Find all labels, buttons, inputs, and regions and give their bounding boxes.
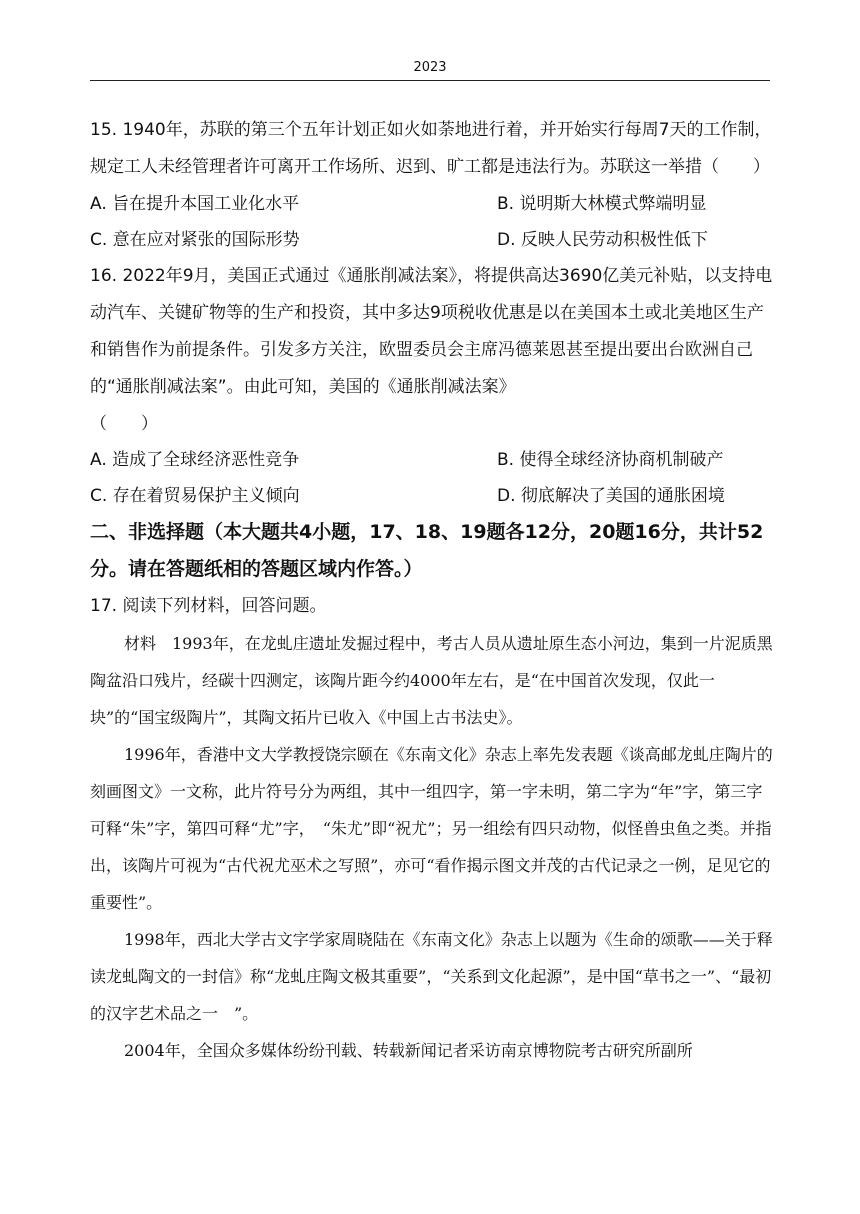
option-a: A. 旨在提升本国工业化水平 [90, 194, 300, 214]
section-heading: 二、非选择题（本大题共4小题，17、18、19题各12分，20题16分，共计52分。请在答题纸相的答题区域内作答。） [90, 521, 764, 580]
header-rule [90, 80, 770, 81]
option-a: A. 造成了全球经济恶性竞争 [90, 450, 300, 470]
question-16-blank: （ ） [90, 414, 158, 434]
material-paragraph: 2004年，全国众多媒体纷纷刊载、转载新闻记者采访南京博物院考古研究所副所 [124, 1041, 693, 1060]
question-17-stem: 17. 阅读下列材料，回答问题。 [90, 596, 327, 616]
option-b: B. 使得全球经济协商机制破产 [497, 450, 724, 470]
material-paragraph: 1996年，香港中文大学教授饶宗颐在《东南文化》杂志上率先发表题《谈高邮龙虬庄陶片的刻画图文》一文称，此片符号分为两组，其中一组四字，第一字未明，第二字为“年”字，第三字可释“朱”字，第四可释“尤”字， “朱尤”即“祝尤”；另一组绘有四只动物，似怪兽虫鱼之类。并指出，该陶片可视为“古代祝尤巫术之写照”，亦可“看作揭示图文并茂的古代记录之一例，足见它的重要性”。 [90, 745, 773, 912]
option-c: C. 意在应对紧张的国际形势 [90, 230, 300, 250]
page-header: 2023 [413, 60, 447, 75]
question-16-options-row-2 [90, 478, 774, 514]
option-b: B. 说明斯大林模式弊端明显 [497, 194, 707, 214]
material-paragraph: 材料 1993年，在龙虬庄遗址发掘过程中，考古人员从遗址原生态小河边，集到一片泥质黑陶盆沿口残片，经碳十四测定，该陶片距今约4000年左右，是“在中国首次发现，仅此一块”的“国宝级陶片”，其陶文拓片已收入《中国上古书法史》。 [90, 634, 773, 727]
page-content [90, 112, 774, 1069]
question-15-stem: 15. 1940年，苏联的第三个五年计划正如火如荼地进行着，并开始实行每周7天的工作制，规定工人未经管理者许可离开工作场所、迟到、旷工都是违法行为。苏联这一举措（ ） [90, 120, 772, 177]
question-15-options-row-1 [90, 186, 774, 222]
question-16-stem: 16. 2022年9月，美国正式通过《通胀削减法案》，将提供高达3690亿美元补贴，以支持电动汽车、关键矿物等的生产和投资，其中多达9项税收优惠是以在美国本土或北美地区生产和销售作为前提条件。引发多方关注，欧盟委员会主席冯德莱恩甚至提出要出台欧洲自己的“通胀削减法案”。由此可知，美国的《通胀削减法案》 [90, 266, 773, 397]
option-d: D. 彻底解决了美国的通胀困境 [497, 486, 725, 506]
material-paragraph: 1998年，西北大学古文字学家周晓陆在《东南文化》杂志上以题为《生命的颂歌——关于释读龙虬陶文的一封信》称“龙虬庄陶文极其重要”，“关系到文化起源”，是中国“草书之一”、“最初的汉字艺术品之一 ”。 [90, 930, 773, 1023]
option-c: C. 存在着贸易保护主义倾向 [90, 486, 300, 506]
option-d: D. 反映人民劳动积极性低下 [497, 230, 708, 250]
question-16-options-row-1 [90, 442, 774, 478]
question-15-options-row-2 [90, 222, 774, 258]
